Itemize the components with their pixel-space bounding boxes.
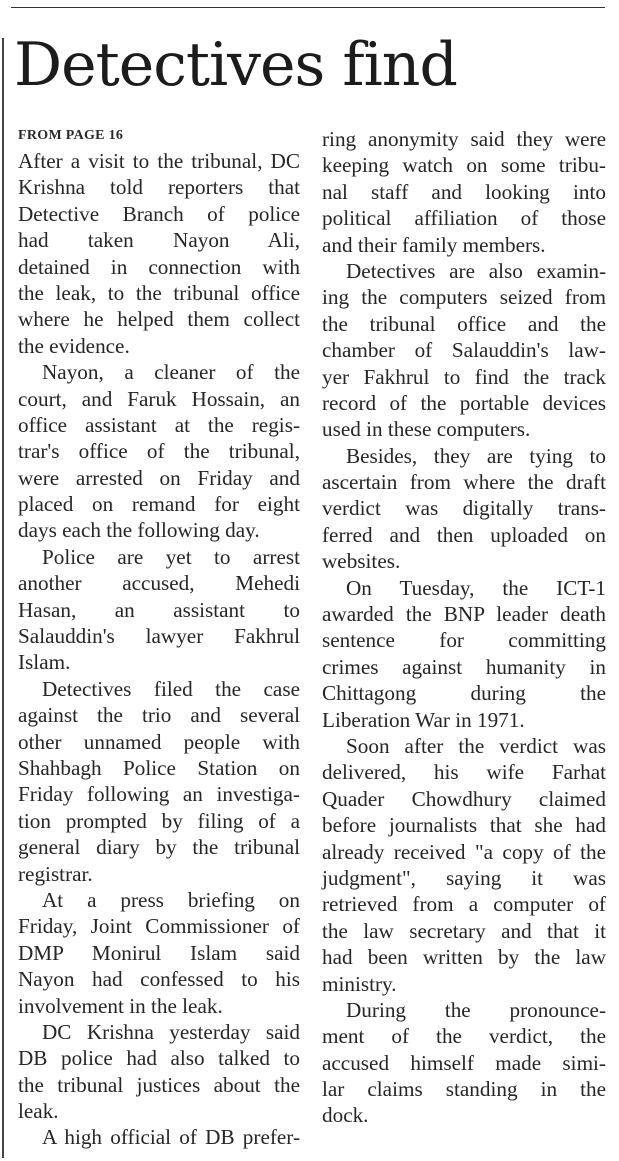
text-line: leak. <box>18 1099 59 1124</box>
text-line: involvement in the leak. <box>18 993 223 1018</box>
text-line: nal staff and looking into <box>322 179 606 204</box>
text-line: Hasan, an assistant to <box>18 597 300 622</box>
text-line: accused himself made simi- <box>322 1050 606 1075</box>
text-line: Besides, they are tying to <box>346 443 606 468</box>
text-line: delivered, his wife Farhat <box>322 760 606 785</box>
text-line: detained in connection with <box>18 254 300 279</box>
text-line: had been written by the law <box>322 945 606 970</box>
text-line: other unnamed people with <box>18 729 300 754</box>
text-line: crimes against humanity in <box>322 654 606 679</box>
text-line: had taken Nayon Ali, <box>18 228 300 253</box>
text-line: the tribunal office and the <box>322 311 606 336</box>
text-line: DMP Monirul Islam said <box>18 940 300 965</box>
kicker-from-page: FROM PAGE 16 <box>18 128 124 143</box>
text-line: Friday following an investiga- <box>18 782 300 807</box>
text-line: the evidence. <box>18 333 130 358</box>
text-line: sentence for committing <box>322 628 606 653</box>
text-line: On Tuesday, the ICT-1 <box>346 575 606 600</box>
text-line: ing the computers seized from <box>322 285 606 310</box>
text-line: keeping watch on some tribu- <box>322 153 606 178</box>
text-line: before journalists that she had <box>322 813 606 838</box>
text-line: Shahbagh Police Station on <box>18 755 300 780</box>
text-line: and their family members. <box>322 232 546 257</box>
top-rule <box>11 7 605 8</box>
text-line: ascertain from where the draft <box>322 470 606 495</box>
text-line: Friday, Joint Commissioner of <box>18 914 300 939</box>
text-line: websites. <box>322 549 401 574</box>
text-line: retrieved from a computer of <box>322 892 606 917</box>
text-line: ferred and then uploaded on <box>322 522 606 547</box>
text-line: Nayon, a cleaner of the <box>42 360 300 385</box>
text-line: Liberation War in 1971. <box>322 707 525 732</box>
text-line: Quader Chowdhury claimed <box>322 786 606 811</box>
text-line: awarded the BNP leader death <box>322 602 606 627</box>
text-line: judgment", saying it was <box>322 865 606 890</box>
text-line: court, and Faruk Hossain, an <box>18 386 300 411</box>
text-line: Islam. <box>18 650 71 675</box>
text-line: Police are yet to arrest <box>42 544 300 569</box>
text-line: chamber of Salauddin's law- <box>322 338 606 363</box>
text-line: used in these computers. <box>322 417 531 442</box>
text-line: Salauddin's lawyer Fakhrul <box>18 624 300 649</box>
text-line: against the trio and several <box>18 703 300 728</box>
text-line: yer Fakhrul to find the track <box>322 364 606 389</box>
text-line: tion prompted by filing of a <box>18 808 300 833</box>
text-line: Chittagong during the <box>322 681 606 706</box>
text-line: lar claims standing in the <box>322 1077 606 1102</box>
text-line: already received "a copy of the <box>322 839 606 864</box>
text-line: A high official of DB prefer- <box>42 1125 300 1150</box>
text-line: Soon after the verdict was <box>346 733 606 758</box>
text-line: Detective Branch of police <box>18 201 300 226</box>
text-line: Nayon had confessed to his <box>18 967 300 992</box>
text-line: the tribunal justices about the <box>18 1072 300 1097</box>
text-line: general diary by the tribunal <box>18 835 300 860</box>
text-line: ment of the verdict, the <box>322 1024 606 1049</box>
text-line: DC Krishna yesterday said <box>42 1019 300 1044</box>
text-line: ring anonymity said they were <box>322 127 606 151</box>
right-column <box>322 126 606 1129</box>
text-line: office assistant at the regis- <box>18 412 300 437</box>
text-line: trar's office of the tribunal, <box>18 439 300 464</box>
text-line: another accused, Mehedi <box>18 571 300 596</box>
text-line: days each the following day. <box>18 518 260 543</box>
right-column-text <box>322 126 606 1129</box>
text-line: DB police had also talked to <box>18 1046 300 1071</box>
text-line: During the pronounce- <box>346 997 606 1022</box>
text-line: Detectives filed the case <box>42 676 300 701</box>
text-line: verdict was digitally trans- <box>322 496 606 521</box>
headline: Detectives find <box>14 30 457 100</box>
text-line: record of the portable devices <box>322 390 606 415</box>
text-line: political affiliation of those <box>322 206 606 231</box>
left-column-rule <box>2 38 4 1158</box>
text-line: the leak, to the tribunal office <box>18 280 300 305</box>
left-column <box>18 126 300 1151</box>
text-line: Detectives are also examin- <box>346 258 606 283</box>
text-line: registrar. <box>18 861 93 886</box>
text-line: the law secretary and that it <box>322 918 606 943</box>
text-line: At a press briefing on <box>42 887 300 912</box>
left-column-text <box>18 148 300 1151</box>
text-line: where he helped them collect <box>18 307 300 332</box>
text-line: placed on remand for eight <box>18 492 300 517</box>
text-line: were arrested on Friday and <box>18 465 300 490</box>
text-line: ministry. <box>322 971 397 996</box>
text-line: Krishna told reporters that <box>18 175 300 200</box>
text-line: dock. <box>322 1103 369 1128</box>
text-line: After a visit to the tribunal, DC <box>18 149 300 173</box>
